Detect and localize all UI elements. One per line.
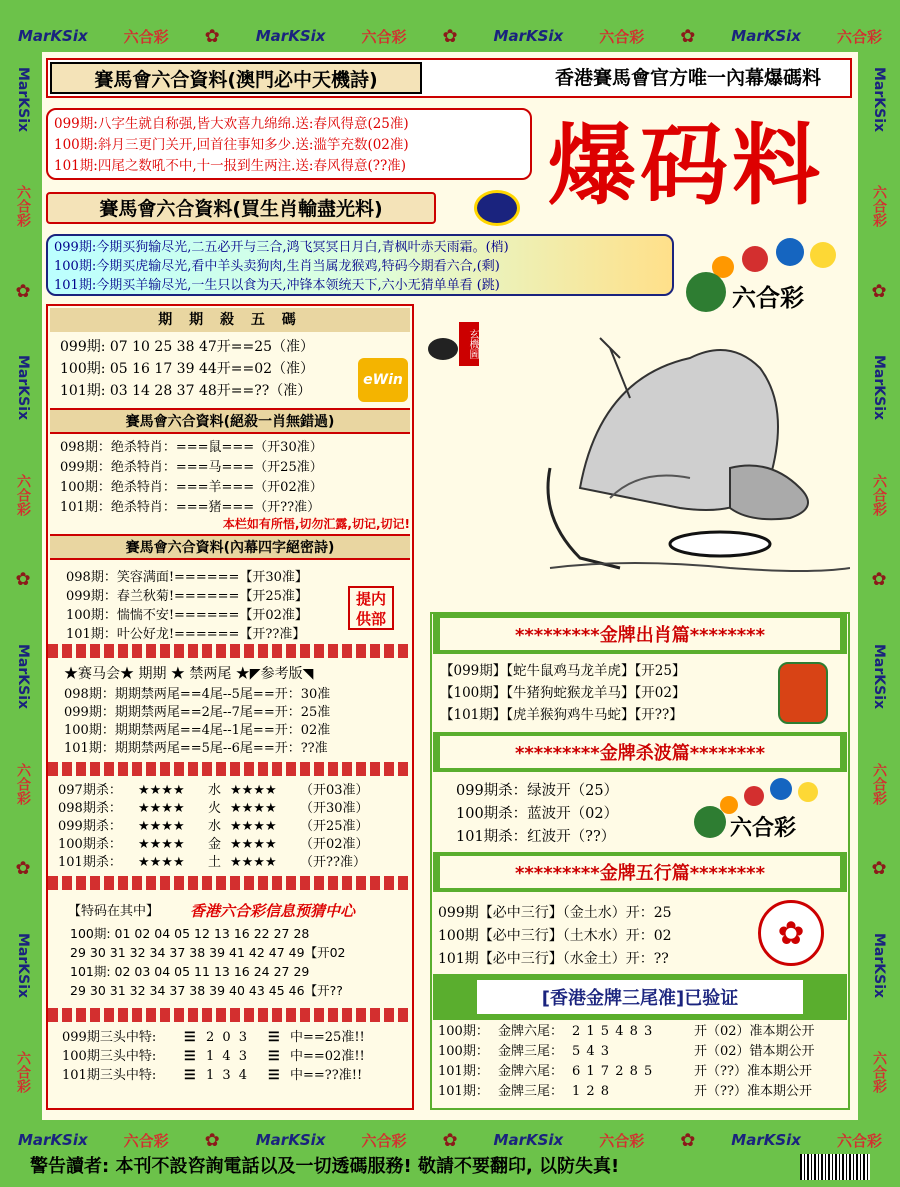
- three-head-label: 100期三头中特:: [62, 1049, 157, 1064]
- zodiac-title: *********金牌出肖篇********: [440, 618, 840, 650]
- kill1-row: 098期：绝杀特肖：===鼠===（开30准）: [60, 440, 323, 455]
- tail-list: [64, 686, 404, 758]
- zodiac-bar: [433, 614, 847, 654]
- border-text: 六合彩: [15, 762, 31, 805]
- element-row: [58, 818, 408, 836]
- tail-result-row: [438, 1022, 848, 1042]
- border-text: 六合彩: [123, 27, 169, 46]
- logo-dot-icon: [770, 778, 792, 800]
- left-title: 賽馬會六合資料(澳門必中天機詩): [50, 62, 422, 94]
- tail-nums: 2 1 5 4 8 3: [572, 1024, 654, 1039]
- element-name: 水: [208, 819, 222, 834]
- wave-title: *********金牌杀波篇********: [440, 736, 840, 768]
- border-text: 六合彩: [15, 473, 31, 516]
- flower-icon: ✿: [442, 25, 458, 47]
- border-text: 六合彩: [871, 762, 887, 805]
- kill5-row: 101期: 03 14 28 37 48开==??（准）: [60, 383, 312, 399]
- border-text: MarKSix: [731, 1131, 801, 1149]
- zodiac-row: 【099期】【蛇牛鼠鸡马龙羊虎】【开25】: [440, 663, 686, 679]
- wave-row: 099期杀：绿波开（25）: [456, 783, 619, 799]
- element-name: 土: [208, 855, 222, 870]
- poem-line: 100期:斜月三更门关开,回首往事知多少.送:滥竽充数(02准): [54, 137, 409, 153]
- kill1-title: 賽馬會六合資料(絕殺一肖無錯過): [50, 408, 410, 434]
- element-result: （开02准）: [300, 837, 369, 852]
- bauhinia-icon: ✿: [777, 914, 805, 952]
- five-title: *********金牌五行篇********: [440, 856, 840, 888]
- hand-icon: [428, 338, 458, 360]
- kill5-row: 099期: 07 10 25 38 47开==25（准）: [60, 339, 315, 355]
- special-row: 29 30 31 32 34 37 38 39 40 43 45 46【开??: [70, 983, 343, 998]
- border-text: 六合彩: [871, 185, 887, 228]
- border-text: MarKSix: [15, 355, 31, 421]
- five-list: [438, 902, 738, 971]
- poem-line: 099期:八字生就自称强,皆大欢喜九绵绵.送:春风得意(25准): [54, 116, 409, 132]
- flower-icon: ✿: [680, 1129, 696, 1151]
- special-center: 香港六合彩信息预猜中心: [190, 902, 356, 920]
- flower-icon: ✿: [204, 1129, 220, 1151]
- wave-bar: [433, 732, 847, 772]
- border-text: MarKSix: [15, 66, 31, 132]
- three-head-result: 中==25准!!: [290, 1030, 365, 1045]
- left-border: [2, 40, 44, 1120]
- three-head-label: 099期三头中特:: [62, 1030, 157, 1045]
- element-result: （开25准）: [300, 819, 369, 834]
- right-border: [858, 40, 900, 1120]
- element-period: 099期杀：: [58, 819, 122, 834]
- border-text: MarKSix: [17, 1131, 88, 1149]
- tail-bar: [433, 974, 847, 1020]
- border-text: MarKSix: [871, 355, 887, 421]
- star-icon: ★★★★: [230, 819, 277, 834]
- logo-dot-icon: [742, 246, 768, 272]
- three-head-result: 中==??准!!: [290, 1068, 363, 1083]
- kill5-list: [60, 336, 360, 402]
- trigram-icon: ☰: [184, 1049, 196, 1064]
- tail-period: 101期：: [438, 1064, 489, 1079]
- right-title: 香港賽馬會官方唯一內幕爆碼料: [554, 67, 821, 89]
- three-head-row: [62, 1066, 402, 1085]
- kill5-row: 100期: 05 16 17 39 44开==02（准）: [60, 361, 315, 377]
- trigram-icon: ☰: [268, 1049, 280, 1064]
- element-name: 火: [208, 801, 222, 816]
- hk-emblem-icon: [758, 900, 824, 966]
- trigram-icon: ☰: [268, 1068, 280, 1083]
- zodiac-list: [440, 660, 770, 726]
- picture-label: 玄機圖: [459, 322, 479, 366]
- tail-header: ★赛马会★ 期期 ★ 禁两尾 ★◤参考版◥: [64, 666, 314, 682]
- border-text: 六合彩: [871, 1051, 887, 1094]
- border-text: MarKSix: [871, 643, 887, 709]
- special-row: 100期: 01 02 04 05 12 13 16 22 27 28: [70, 926, 310, 941]
- flower-icon: ✿: [442, 1129, 458, 1151]
- secret-row: 100期：惴惴不安!======【开02准】: [66, 608, 308, 623]
- element-result: （开??准）: [300, 855, 366, 870]
- barcode-icon: [800, 1154, 870, 1180]
- tail-res: 开（??）准本期公开: [694, 1064, 812, 1079]
- element-period: 097期杀：: [58, 783, 122, 798]
- sub-title: 賽馬會六合資料(買生肖輸盡光料): [46, 192, 436, 224]
- trigram-icon: ☰: [184, 1030, 196, 1045]
- border-text: MarKSix: [15, 932, 31, 998]
- tail-period: 100期：: [438, 1024, 489, 1039]
- five-row: 099期【必中三行】（金土水）开：25: [438, 905, 672, 921]
- zodiac-line: 100期:今期买虎输尽光,看中羊头卖狗肉,生肖当属龙猴鸡,特码今期看六合,(剩): [54, 259, 500, 274]
- divider: [48, 762, 412, 776]
- tail-rows: [438, 1022, 848, 1102]
- element-list: [58, 782, 408, 872]
- kill1-row: 100期：绝杀特肖：===羊===（开02准）: [60, 480, 323, 495]
- secret-list: [66, 568, 346, 644]
- border-text: MarKSix: [871, 66, 887, 132]
- five-row: 100期【必中三行】（土木水）开：02: [438, 928, 672, 944]
- element-row: [58, 854, 408, 872]
- border-text: 六合彩: [15, 185, 31, 228]
- border-text: 六合彩: [361, 27, 407, 46]
- tail-res: 开（02）错本期公开: [694, 1044, 815, 1059]
- ewin-logo: eWin: [358, 358, 408, 402]
- border-text: 六合彩: [836, 1131, 882, 1150]
- divider: [48, 644, 412, 658]
- tail-row: 098期：期期禁两尾==4尾--5尾==开：30准: [64, 687, 331, 702]
- element-period: 101期杀：: [58, 855, 122, 870]
- three-head-digits: 2 0 3: [206, 1030, 250, 1045]
- element-row: [58, 782, 408, 800]
- wave-row: 100期杀：蓝波开（02）: [456, 806, 619, 822]
- tail-nums: 1 2 8: [572, 1084, 611, 1099]
- kill5-title: 期 期 殺 五 碼: [50, 308, 410, 332]
- tail-result-row: [438, 1082, 848, 1102]
- border-text: 六合彩: [871, 473, 887, 516]
- star-icon: ★★★★: [230, 855, 277, 870]
- kill1-row: 099期：绝杀特肖：===马===（开25准）: [60, 460, 323, 475]
- star-icon: ★★★★: [230, 783, 277, 798]
- divider: [48, 876, 412, 890]
- border-text: MarKSix: [15, 643, 31, 709]
- secret-title: 賽馬會六合資料(內幕四字絕密詩): [50, 534, 410, 560]
- star-icon: ★★★★: [230, 801, 277, 816]
- three-head-label: 101期三头中特:: [62, 1068, 157, 1083]
- poem-box: [46, 108, 532, 180]
- logo-dot-icon: [810, 242, 836, 268]
- tail-res: 开（02）准本期公开: [694, 1024, 815, 1039]
- five-bar: [433, 852, 847, 892]
- border-text: 六合彩: [361, 1131, 407, 1150]
- element-result: （开03准）: [300, 783, 369, 798]
- element-row: [58, 836, 408, 854]
- five-row: 101期【必中三行】（水金土）开：??: [438, 951, 669, 967]
- border-text: MarKSix: [255, 27, 326, 45]
- tail-name: 金牌六尾：: [498, 1064, 564, 1079]
- logo-dot-icon: [744, 786, 764, 806]
- flower-icon: ✿: [204, 25, 220, 47]
- kill1-note: 本栏如有所悟,切勿汇露,切记,切记!: [222, 517, 410, 531]
- flower-icon: ✿: [15, 858, 31, 880]
- flower-icon: ✿: [871, 569, 887, 591]
- three-head-result: 中==02准!!: [290, 1049, 365, 1064]
- kill1-row: 101期：绝杀特肖：===猪===（开??准）: [60, 500, 321, 515]
- flower-icon: ✿: [15, 569, 31, 591]
- three-head-row: [62, 1028, 402, 1047]
- element-result: （开30准）: [300, 801, 369, 816]
- element-row: [58, 800, 408, 818]
- mystery-picture: [430, 318, 850, 592]
- logo-dot-icon: [798, 782, 818, 802]
- star-icon: ★★★★: [138, 801, 185, 816]
- element-period: 100期杀：: [58, 837, 122, 852]
- star-icon: ★★★★: [138, 783, 185, 798]
- logo-text: 六合彩: [732, 284, 804, 312]
- zodiac-line: 101期:今期买羊输尽光,一生只以食为天,冲锋本领统天下,六小无猜单单看 (跳): [54, 278, 500, 293]
- tail-row: 099期：期期禁两尾==2尾--7尾==开：25准: [64, 705, 331, 720]
- tail-period: 101期：: [438, 1084, 489, 1099]
- tail-result-row: [438, 1062, 848, 1082]
- three-head-digits: 1 4 3: [206, 1049, 250, 1064]
- border-text: MarKSix: [17, 27, 88, 45]
- logo-dot-icon: [686, 272, 726, 312]
- three-heads-list: [62, 1028, 402, 1085]
- poem-line: 101期:四尾之数吼不中,十一报到生两注.送:春风得意(??准): [54, 158, 406, 174]
- wave-list: [456, 780, 716, 849]
- secret-row: 099期：春兰秋菊!======【开25准】: [66, 589, 308, 604]
- border-text: 六合彩: [15, 1051, 31, 1094]
- special-row: 101期: 02 03 04 05 11 13 16 24 27 29: [70, 964, 310, 979]
- tail-title: [香港金牌三尾准]已验证: [475, 978, 805, 1016]
- flower-icon: ✿: [871, 858, 887, 880]
- border-text: MarKSix: [255, 1131, 326, 1149]
- wave-logo-text: 六合彩: [730, 816, 797, 841]
- border-text: MarKSix: [493, 27, 564, 45]
- kill1-list: [60, 438, 400, 518]
- three-head-digits: 1 3 4: [206, 1068, 250, 1083]
- border-text: MarKSix: [731, 27, 801, 45]
- border-text: 六合彩: [599, 1131, 645, 1150]
- border-text: MarKSix: [871, 932, 887, 998]
- zodiac-box: [46, 234, 674, 296]
- trigram-icon: ☰: [184, 1068, 196, 1083]
- trigram-icon: ☰: [268, 1030, 280, 1045]
- star-icon: ★★★★: [138, 819, 185, 834]
- tail-period: 100期：: [438, 1044, 489, 1059]
- fist-icon: [778, 662, 828, 724]
- three-head-row: [62, 1047, 402, 1066]
- flower-icon: ✿: [680, 25, 696, 47]
- landscape-illustration: [430, 318, 850, 592]
- border-text: 六合彩: [123, 1131, 169, 1150]
- special-list: [70, 924, 410, 1000]
- element-period: 098期杀：: [58, 801, 122, 816]
- tail-name: 金牌三尾：: [498, 1084, 564, 1099]
- stamp: 提内供部: [348, 586, 394, 630]
- big-title: 爆码料: [548, 114, 825, 217]
- secret-row: 098期：笑容满面!======【开30准】: [66, 570, 308, 585]
- flower-icon: ✿: [871, 280, 887, 302]
- element-name: 金: [208, 837, 222, 852]
- tail-name: 金牌六尾：: [498, 1024, 564, 1039]
- logo-dot-icon: [694, 806, 726, 838]
- zodiac-row: 【101期】【虎羊猴狗鸡牛马蛇】【开??】: [440, 707, 683, 723]
- special-label: 【特码在其中】: [68, 904, 160, 919]
- special-row: 29 30 31 32 34 37 38 39 41 42 47 49【开02: [70, 945, 346, 960]
- star-icon: ★★★★: [138, 837, 185, 852]
- hk-emblem-icon: [474, 190, 520, 226]
- secret-row: 101期：叶公好龙!======【开??准】: [66, 627, 306, 642]
- tail-nums: 6 1 7 2 8 5: [572, 1064, 654, 1079]
- tail-result-row: [438, 1042, 848, 1062]
- border-text: 六合彩: [599, 27, 645, 46]
- tail-name: 金牌三尾：: [498, 1044, 564, 1059]
- tail-res: 开（??）准本期公开: [694, 1084, 812, 1099]
- tail-row: 100期：期期禁两尾==4尾--1尾==开：02准: [64, 723, 331, 738]
- zodiac-row: 【100期】【牛猪狗蛇猴龙羊马】【开02】: [440, 685, 686, 701]
- wave-row: 101期杀：红波开（??）: [456, 829, 616, 845]
- flower-icon: ✿: [15, 280, 31, 302]
- footer-warning: 警告讀者: 本刊不設咨詢電話以及一切透碼服務! 敬請不要翻印, 以防失真!: [30, 1156, 620, 1177]
- star-icon: ★★★★: [138, 855, 185, 870]
- tail-nums: 5 4 3: [572, 1044, 611, 1059]
- logo-dot-icon: [776, 238, 804, 266]
- tail-row: 101期：期期禁两尾==5尾--6尾==开：??准: [64, 741, 328, 756]
- star-icon: ★★★★: [230, 837, 277, 852]
- border-text: MarKSix: [493, 1131, 564, 1149]
- zodiac-line: 099期:今期买狗输尽光,二五必开与三合,鸿飞冥冥日月白,青枫叶赤天雨霜。(梢): [54, 240, 509, 255]
- element-name: 水: [208, 783, 222, 798]
- divider: [48, 1008, 412, 1022]
- border-text: 六合彩: [836, 27, 882, 46]
